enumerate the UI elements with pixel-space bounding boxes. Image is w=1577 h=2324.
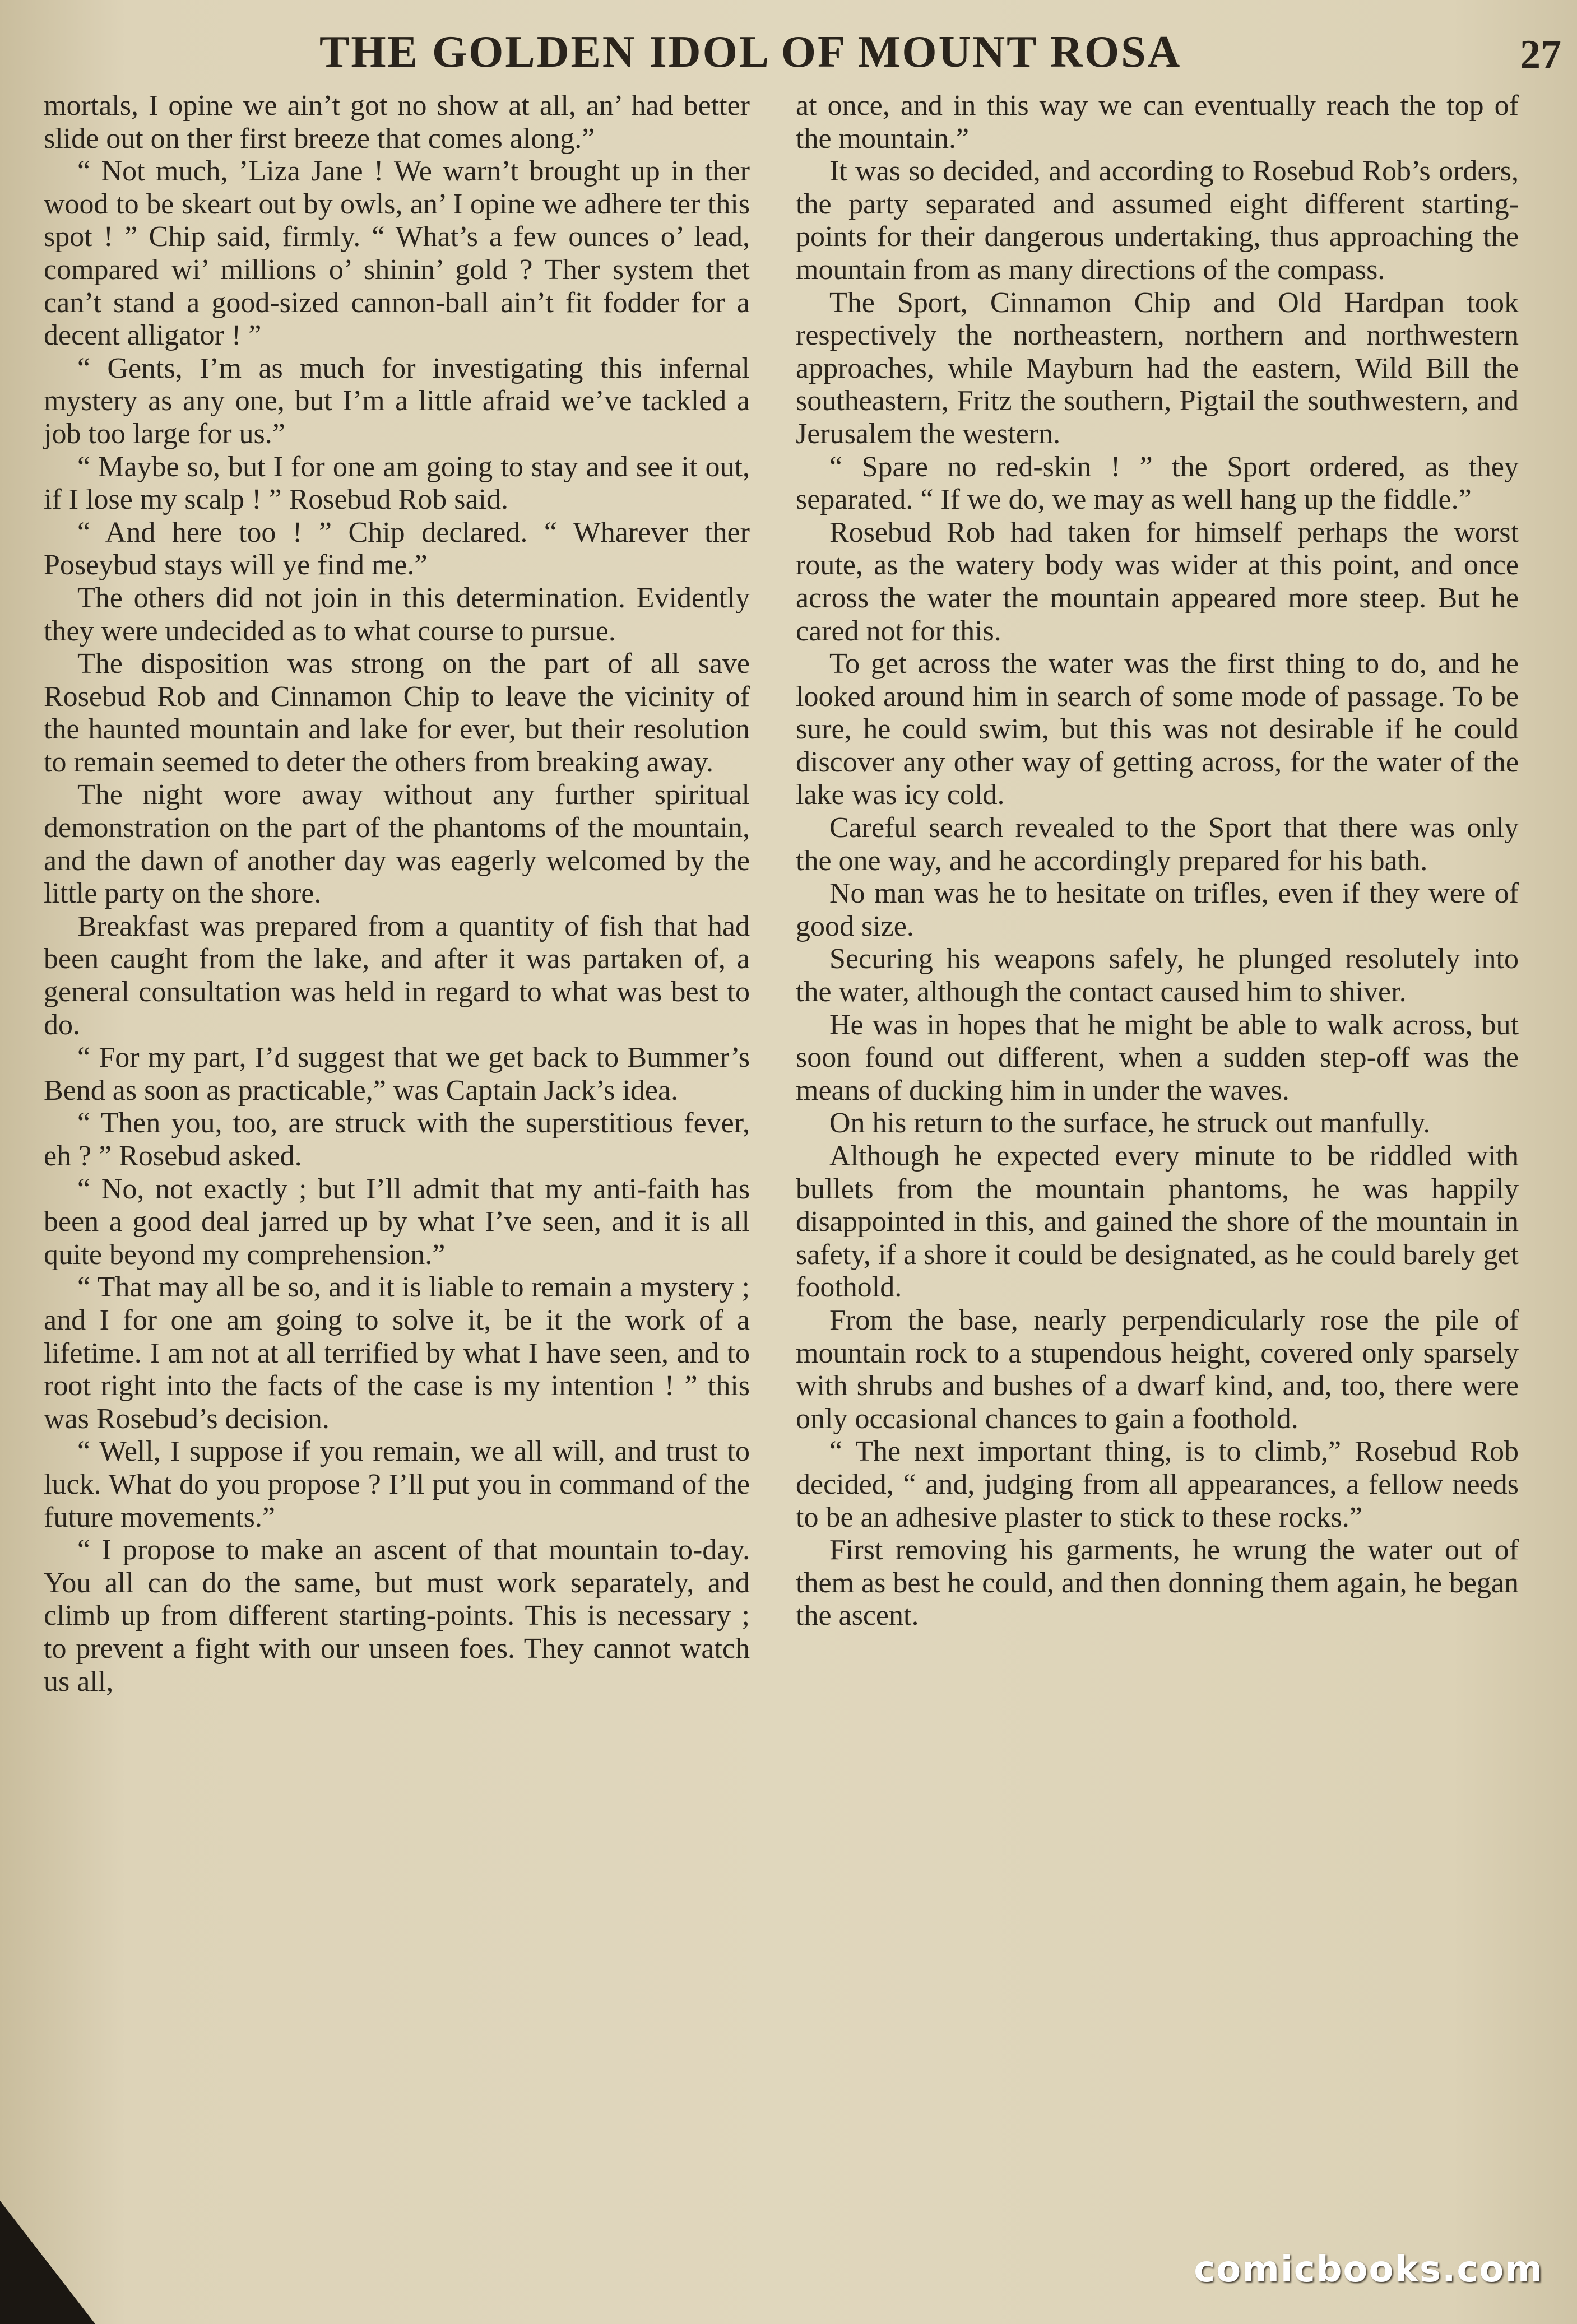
paragraph: “ I propose to make an ascent of that mountain to-day. You all can do the same, but must work separately, and climb up from different starting-points. This is necessary ; to prevent a fight with our unseen foes. They cannot watch us all, (44, 1534, 750, 1698)
paragraph: On his return to the surface, he struck out manfully. (829, 1107, 1431, 1140)
paragraph: It was so decided, and according to Rosebud Rob’s orders, the party separated and assumed eight different starting-points for their dangerous undertaking, thus approaching the mountain from as many directions of the compass. (796, 155, 1519, 286)
paragraph: “ Well, I suppose if you remain, we all will, and trust to luck. What do you propose ? I’ll put you in command of the future movements.” (44, 1435, 750, 1533)
paragraph: Securing his weapons safely, he plunged resolutely into the water, although the contact caused him to shiver. (796, 943, 1519, 1008)
paragraph: “ Spare no red-skin ! ” the Sport ordered, as they separated. “ If we do, we may as well hang up the fiddle.” (796, 450, 1519, 516)
paragraph: “ Then you, too, are struck with the superstitious fever, eh ? ” Rosebud asked. (44, 1107, 750, 1172)
paragraph: To get across the water was the first thing to do, and he looked around him in search of some mode of passage. To be sure, he could swim, but this was not desirable if he could discover any other way of getting across, for the water of the lake was icy cold. (796, 648, 1519, 811)
paragraph: “ Maybe so, but I for one am going to stay and see it out, if I lose my scalp ! ” Rosebud Rob said. (44, 450, 750, 516)
paragraph: “ Gents, I’m as much for investigating this infernal mystery as any one, but I’m a little afraid we’ve tackled a job too large for us.” (44, 352, 750, 450)
paragraph: “ No, not exactly ; but I’ll admit that my anti-faith has been a good deal jarred up by what I’ve seen, and it is all quite beyond my comprehension.” (44, 1173, 750, 1271)
paragraph: mortals, I opine we ain’t got no show at all, an’ had better slide out on ther first breeze that comes along.” (44, 90, 750, 155)
paragraph: Although he expected every minute to be riddled with bullets from the mountain phantoms, he was happily disappointed in this, and gained the shore of the mountain in safety, if a shore it could be designated, as he could barely get foothold. (796, 1140, 1519, 1304)
paragraph: “ For my part, I’d suggest that we get back to Bummer’s Bend as soon as practicable,” was Captain Jack’s idea. (44, 1042, 750, 1107)
right-column (796, 90, 1519, 1633)
paragraph: No man was he to hesitate on trifles, even if they were of good size. (796, 877, 1519, 942)
paragraph: Careful search revealed to the Sport that there was only the one way, and he accordingly prepared for his bath. (796, 812, 1519, 877)
running-title: THE GOLDEN IDOL OF MOUNT ROSA (319, 27, 1182, 77)
left-column (44, 90, 750, 1698)
paragraph: The disposition was strong on the part of all save Rosebud Rob and Cinnamon Chip to leave the vicinity of the haunted mountain and lake for ever, but their resolution to remain seemed to deter the others from breaking away. (44, 648, 750, 778)
page-header (0, 21, 1577, 83)
paragraph: From the base, nearly perpendicularly rose the pile of mountain rock to a stupendous height, covered only sparsely with shrubs and bushes of a dwarf kind, and, too, there were only occasional chances to gain a foothold. (796, 1304, 1519, 1435)
paragraph: First removing his garments, he wrung the water out of them as best he could, and then donning them again, he began the ascent. (796, 1534, 1519, 1632)
watermark: comicbooks.com (1194, 2249, 1543, 2290)
paragraph: “ Not much, ’Liza Jane ! We warn’t brought up in ther wood to be skeart out by owls, an’ I opine we adhere ter this spot ! ” Chip said, firmly. “ What’s a few ounces o’ lead, compared wi’ millions o’ shinin’ gold ? Ther system thet can’t stand a good-sized cannon-ball ain’t fit fodder for a decent alligator ! ” (44, 155, 750, 352)
paragraph: The night wore away without any further spiritual demonstration on the part of the phantoms of the mountain, and the dawn of another day was eagerly welcomed by the little party on the shore. (44, 779, 750, 910)
paragraph: The others did not join in this determination. Evidently they were undecided as to what course to pursue. (44, 582, 750, 647)
paragraph: “ And here too ! ” Chip declared. “ Wharever ther Poseybud stays will ye find me.” (44, 516, 750, 582)
paragraph: Rosebud Rob had taken for himself perhaps the worst route, as the watery body was wider at this point, and once across the water the mountain appeared more steep. But he cared not for this. (796, 516, 1519, 647)
paragraph: “ The next important thing, is to climb,” Rosebud Rob decided, “ and, judging from all appearances, a fellow needs to be an adhesive plaster to stick to these rocks.” (796, 1435, 1519, 1533)
paragraph: at once, and in this way we can eventually reach the top of the mountain.” (796, 90, 1519, 155)
paragraph: The Sport, Cinnamon Chip and Old Hardpan took respectively the northeastern, northern and northwestern approaches, while Mayburn had the eastern, Wild Bill the southeastern, Fritz the southern, Pigtail the southwestern, and Jerusalem the western. (796, 286, 1519, 450)
page-corner-shadow (0, 2201, 95, 2324)
page-number: 27 (1520, 32, 1561, 78)
paragraph: “ That may all be so, and it is liable to remain a mystery ; and I for one am going to solve it, be it the work of a lifetime. I am not at all terrified by what I have seen, and to root right into the facts of the case is my intention ! ” this was Rosebud’s decision. (44, 1271, 750, 1435)
paragraph: Breakfast was prepared from a quantity of fish that had been caught from the lake, and after it was partaken of, a general consultation was held in regard to what was best to do. (44, 910, 750, 1041)
paragraph: He was in hopes that he might be able to walk across, but soon found out different, when a sudden step-off was the means of ducking him in under the waves. (796, 1008, 1519, 1107)
